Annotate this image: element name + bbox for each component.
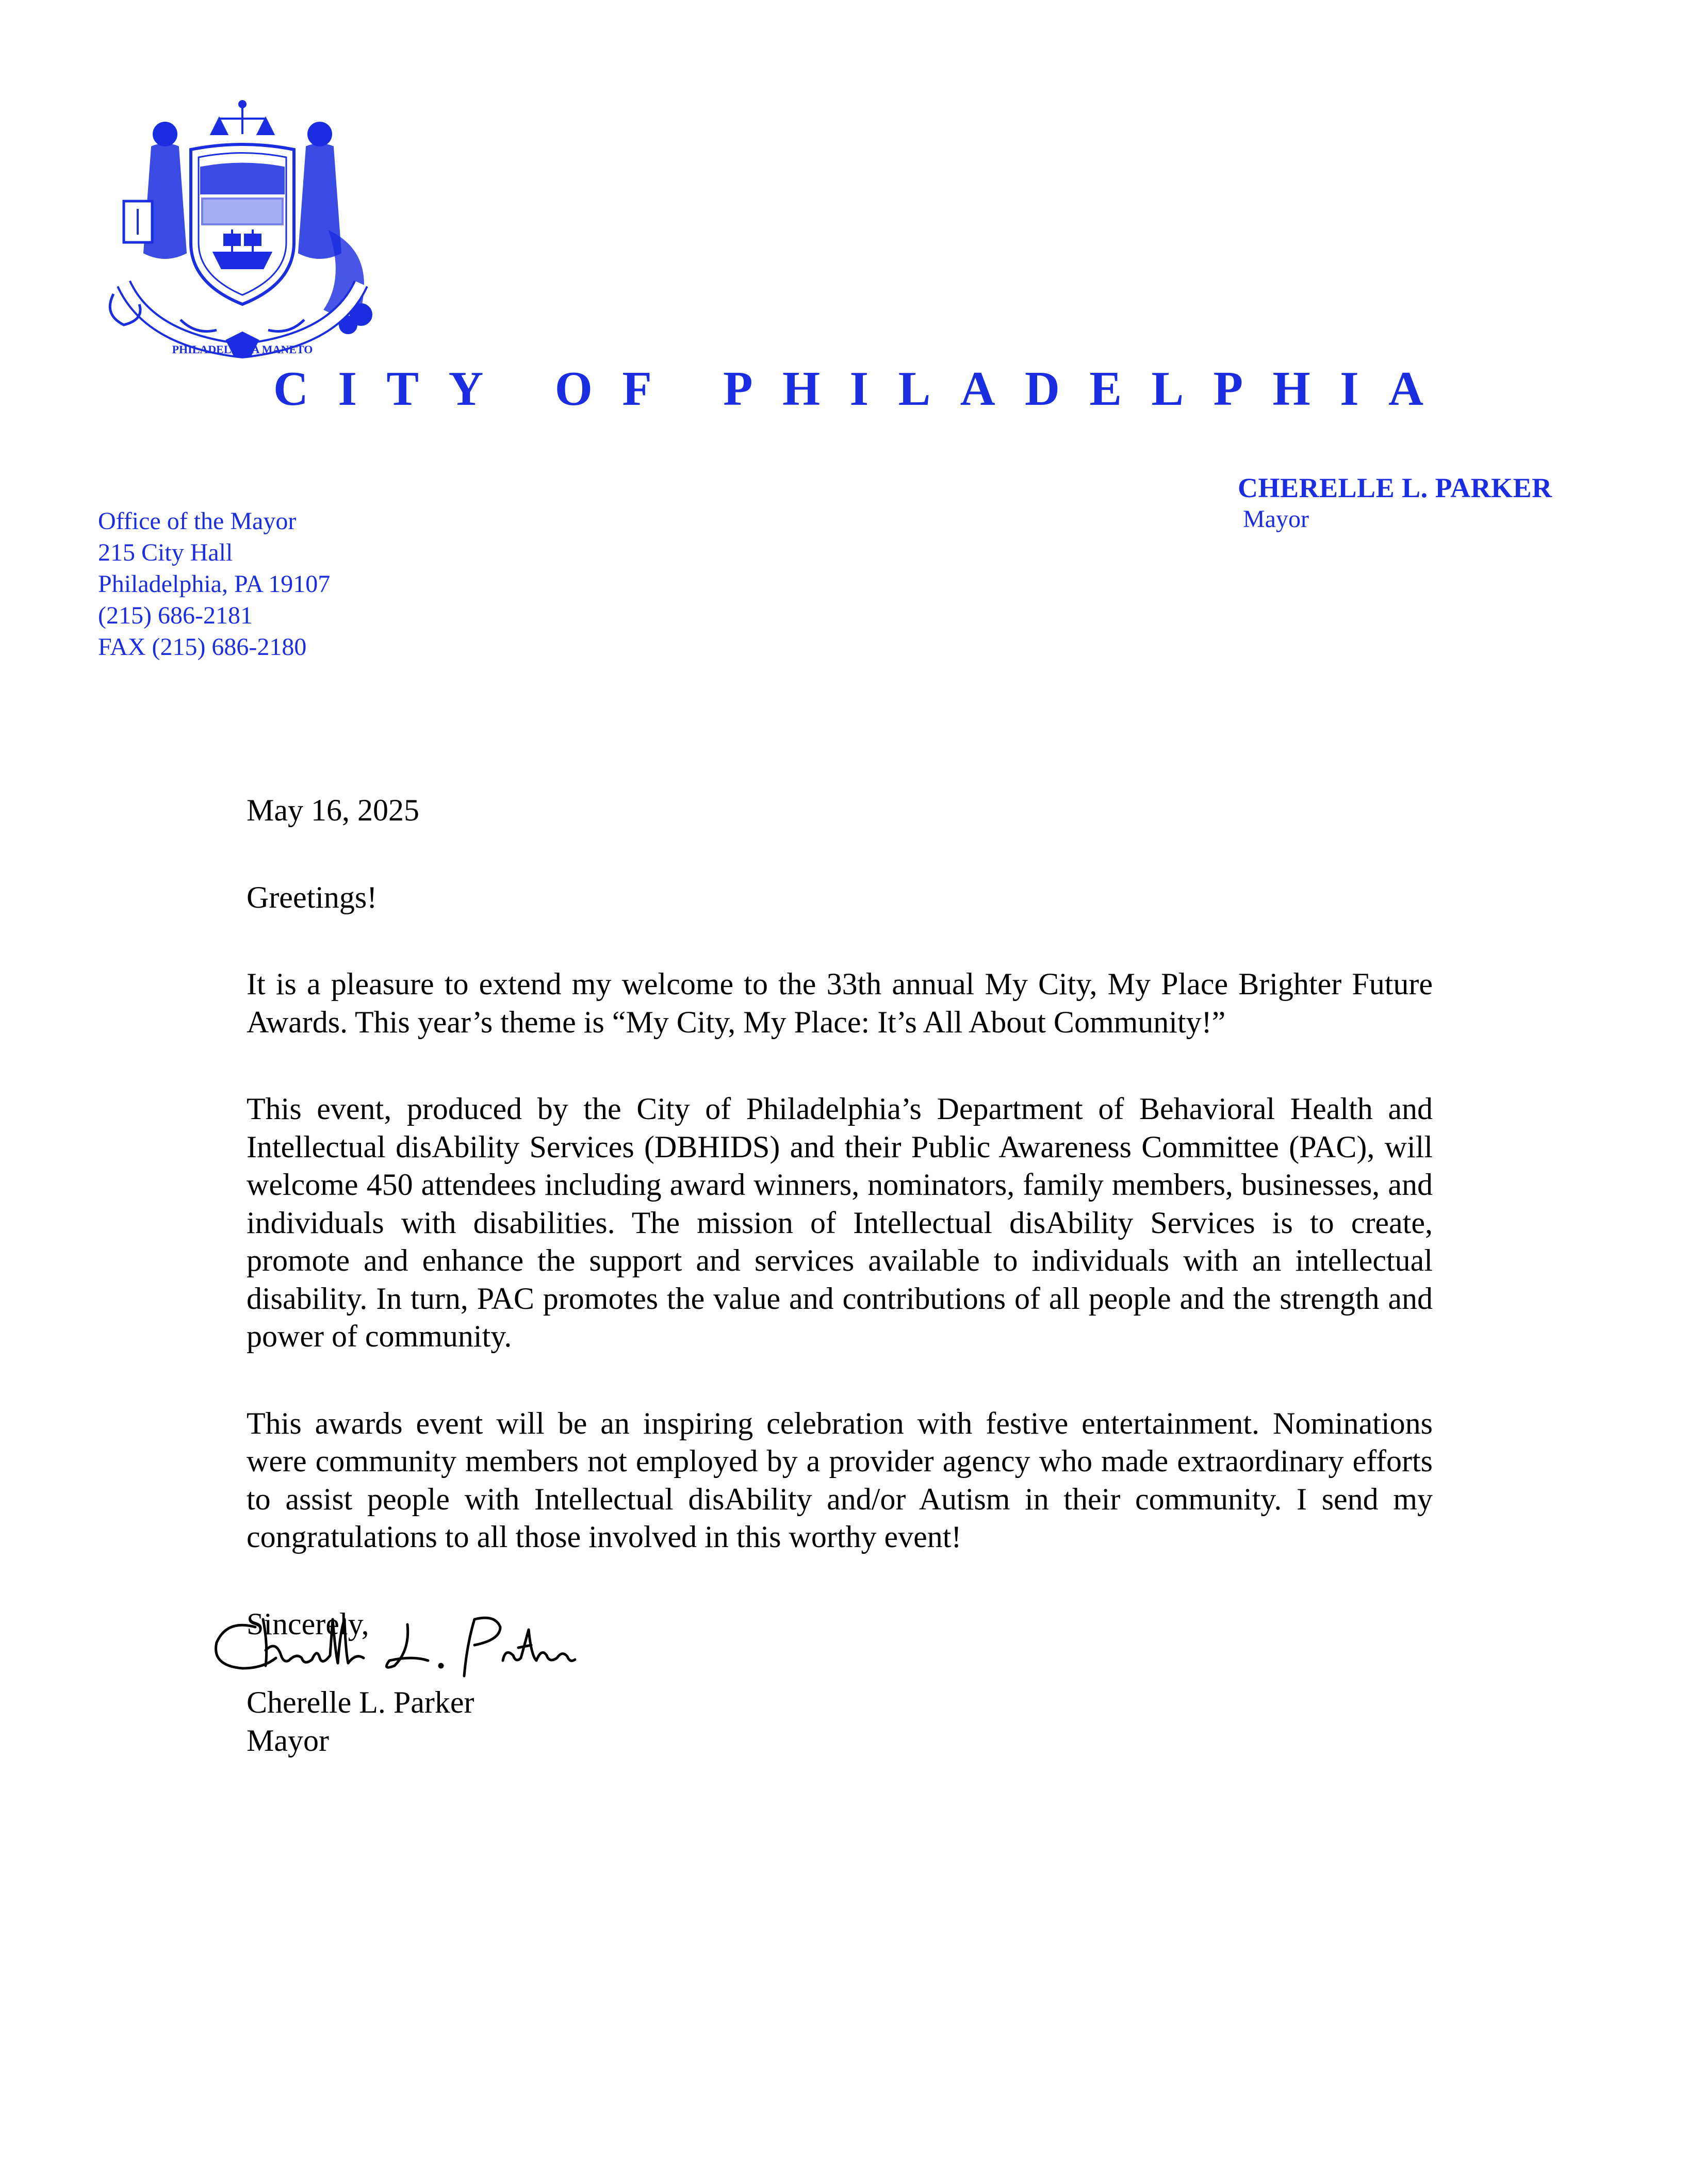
title-letter: L [898, 362, 931, 416]
title-letter: Y [448, 362, 484, 416]
letter-paragraph: This awards event will be an inspiring celebration with festive entertainment. Nominations were community members not employed by a provider agency who made extraordinary efforts to assist people with Intellectual disAbility and/or Autism in their community. I send my congratulations to all those involved in this worthy event! [247, 1406, 1433, 1554]
title-letter: O [554, 362, 593, 416]
title-letter: H [1272, 362, 1310, 416]
title-letter: P [723, 362, 753, 416]
signature-image [206, 1599, 578, 1686]
title-letter: F [622, 362, 652, 416]
letter-paragraph: This event, produced by the City of Philadelphia’s Department of Behavioral Health and Intellectual disAbility Services (DBHIDS) and their Public Awareness Committee (PAC), will welcome 450 attendees including award winners, nominators, family members, businesses, and individuals with disabilities. The mission of Intellectual disAbility Services is to create, promote and enhance the support and services available to individuals with an intellectual disability. In turn, PAC promotes the value and contributions of all people and the strength and power of community. [247, 1092, 1433, 1353]
seal-motto: PHILADELPHIA MANETO [172, 343, 313, 356]
title-letter: C [273, 362, 308, 416]
office-name: Office of the Mayor [98, 507, 297, 535]
title-letter: T [386, 362, 419, 416]
signer-block [247, 1684, 474, 1760]
mayor-name: CHERELLE L. PARKER [1238, 472, 1552, 503]
title-letter: H [782, 362, 821, 416]
office-street: 215 City Hall [98, 539, 233, 566]
office-phone: (215) 686-2181 [98, 602, 253, 629]
title-letter: D [1025, 362, 1060, 416]
title-letter: P [1213, 362, 1243, 416]
mayor-title: Mayor [1243, 505, 1309, 533]
office-address [98, 505, 330, 663]
title-letter: A [960, 362, 995, 416]
title-letter: A [1388, 362, 1423, 416]
title-spacer [681, 361, 694, 417]
letter-paragraph: It is a pleasure to extend my welcome to the 33th annual My City, My Place Brighter Future Awards. This year’s theme is “My City, My Place: It’s All About Community!” [247, 967, 1433, 1039]
letter-date: May 16, 2025 [247, 793, 419, 827]
office-fax: FAX (215) 686-2180 [98, 633, 307, 661]
title-spacer [513, 361, 526, 417]
letter-body [247, 792, 1433, 1643]
title-letter: L [1151, 362, 1184, 416]
title-letter: E [1089, 362, 1122, 416]
letter-closing: Sincerely, [247, 1606, 369, 1641]
title-letter: I [338, 362, 357, 416]
signer-name: Cherelle L. Parker [247, 1685, 474, 1719]
signer-title: Mayor [247, 1723, 329, 1758]
title-letter: I [849, 362, 869, 416]
city-title [273, 361, 1423, 417]
letter-greeting: Greetings! [247, 880, 378, 914]
title-letter: I [1340, 362, 1359, 416]
mayor-heading [1238, 472, 1552, 533]
office-city: Philadelphia, PA 19107 [98, 570, 331, 598]
city-seal [103, 98, 382, 366]
